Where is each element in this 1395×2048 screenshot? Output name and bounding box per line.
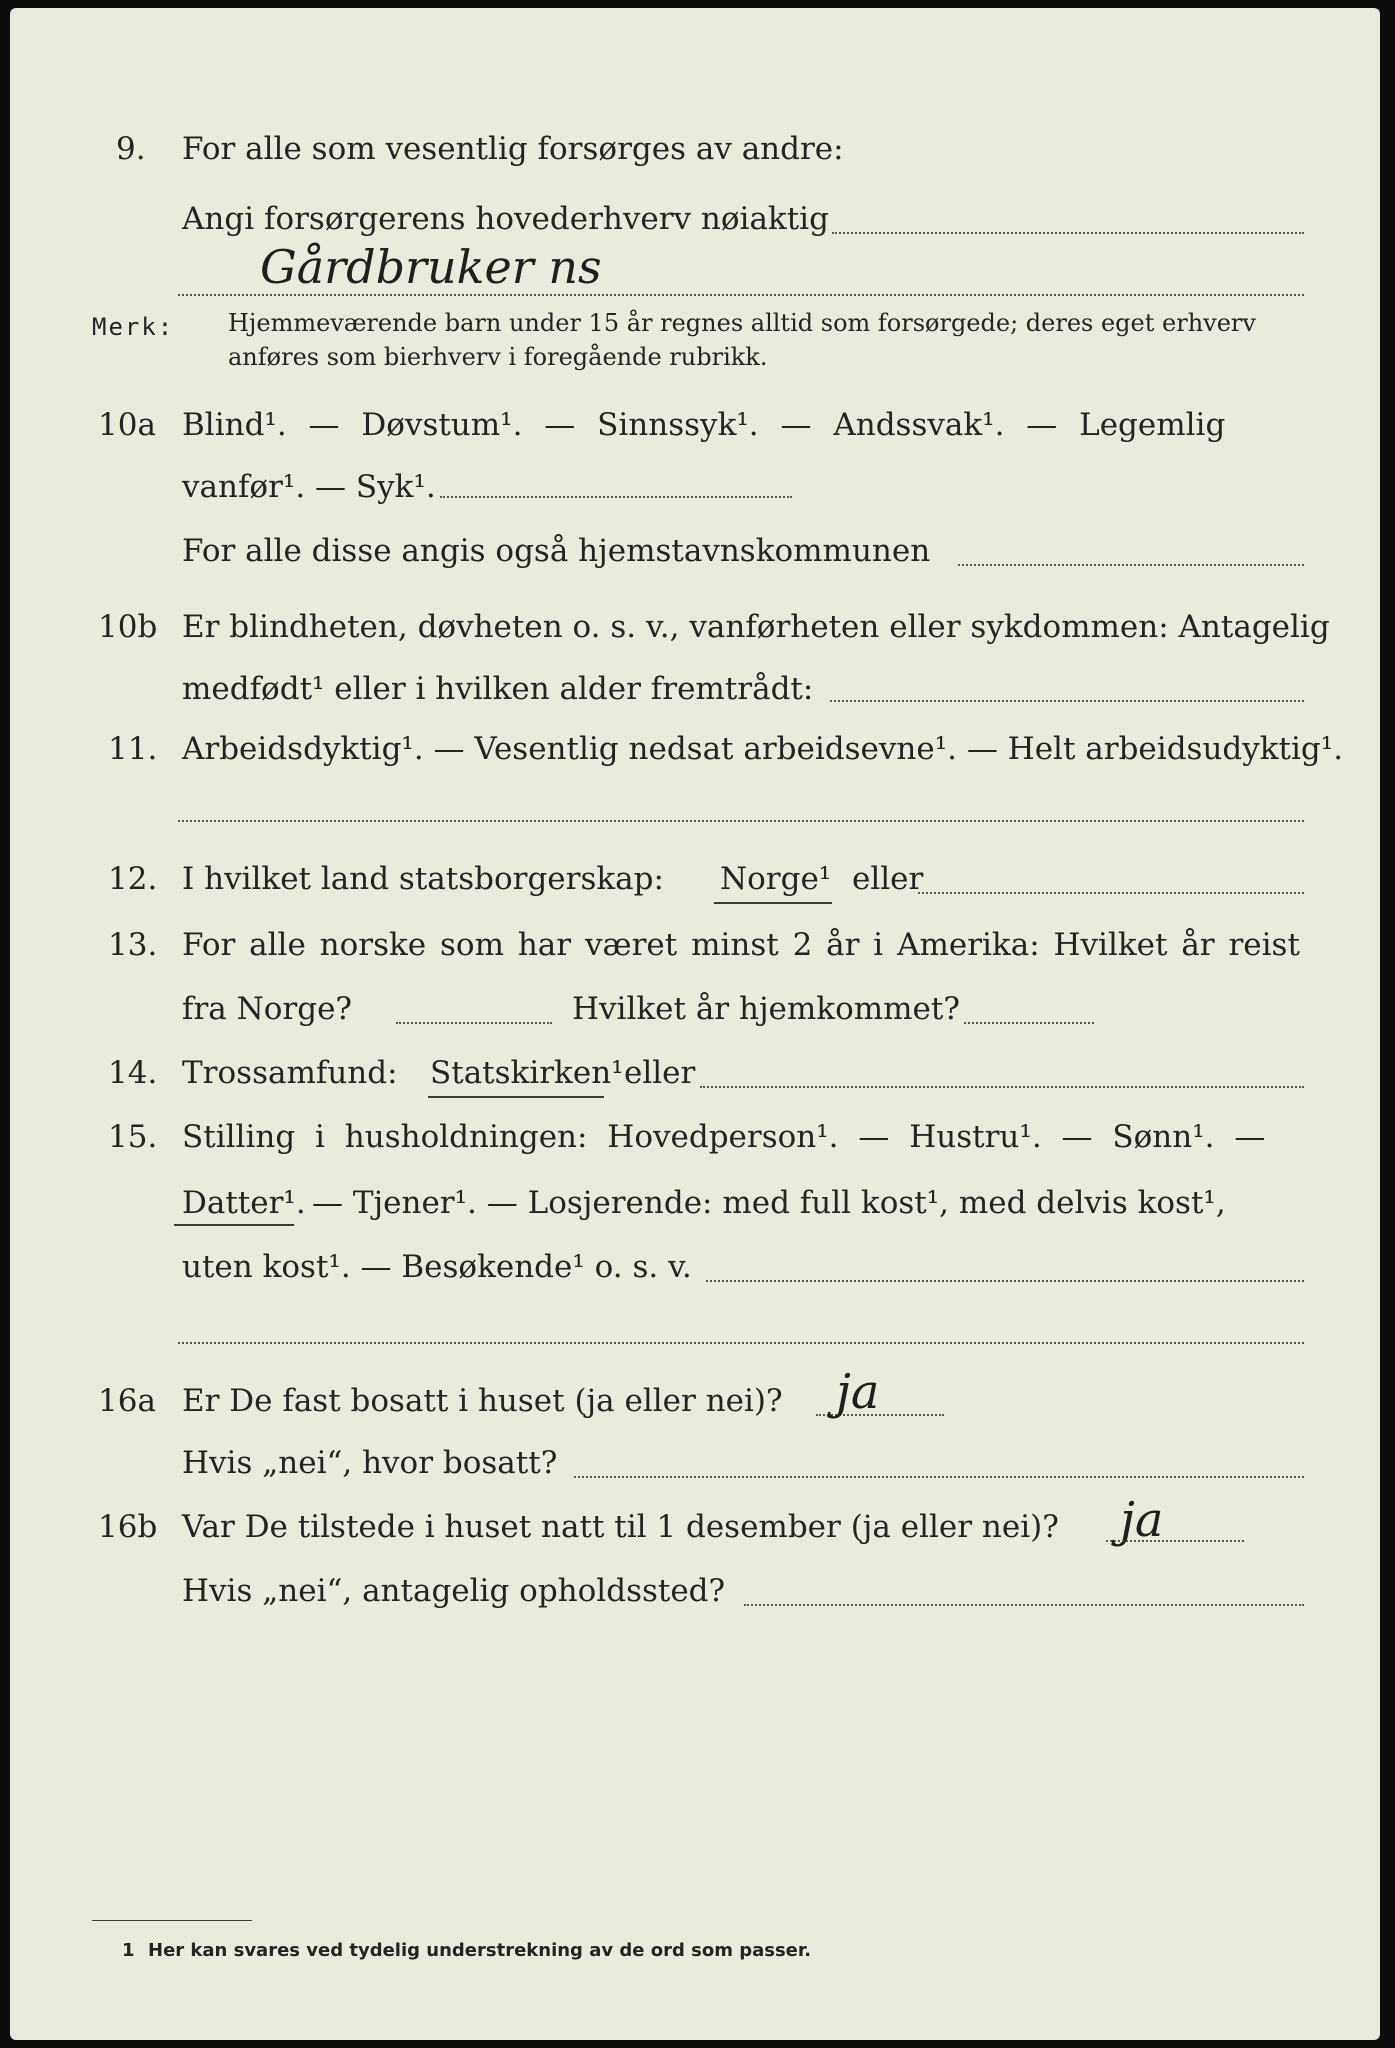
q15-option-datter: Datter¹.: [182, 1185, 306, 1221]
q16b-line2: Hvis „nei“, antagelig opholdssted?: [182, 1573, 726, 1609]
q10a-answer-line: [440, 496, 792, 498]
census-form-page: [10, 8, 1380, 2040]
q11-line1: Arbeidsdyktig¹. — Vesentlig nedsat arbeidsevne¹. — Helt arbeidsudyktig¹.: [182, 731, 1344, 767]
q16a-answer: ja: [836, 1364, 880, 1420]
q13-line2a: fra Norge?: [182, 991, 353, 1027]
q14-number: 14.: [108, 1055, 158, 1091]
q10a-line2: vanfør¹. — Syk¹.: [182, 469, 436, 505]
q16a-line1: Er De fast bosatt i huset (ja eller nei)?: [182, 1383, 783, 1419]
q16a-number: 16a: [98, 1383, 156, 1419]
q15-number: 15.: [108, 1119, 158, 1155]
q10a-number: 10a: [98, 407, 156, 443]
q15-line3: uten kost¹. — Besøkende¹ o. s. v.: [182, 1249, 692, 1285]
footnote-mark: 1: [122, 1940, 135, 1961]
q11-answer-line: [178, 820, 1304, 822]
footnote-rule: [92, 1920, 252, 1921]
q16a-line2: Hvis „nei“, hvor bosatt?: [182, 1445, 558, 1481]
q9-number: 9.: [116, 131, 146, 167]
q11-number: 11.: [108, 731, 158, 767]
q9-line2: Angi forsørgerens hovederhverv nøiaktig: [182, 201, 829, 237]
q13-line1: For alle norske som har været minst 2 år i Amerika: Hvilket år reist: [182, 927, 1300, 963]
q10b-answer-line: [830, 700, 1304, 702]
q10b-number: 10b: [98, 609, 158, 645]
q12-norge-underline: [714, 902, 832, 904]
q15-answer-line-1: [706, 1280, 1304, 1282]
merk-line2: anføres som bierhverv i foregående rubrikk.: [228, 343, 768, 371]
q12-prefix: I hvilket land statsborgerskap:: [182, 861, 664, 897]
q14-answer-line: [700, 1086, 1304, 1088]
q16b-answer-line: [1106, 1540, 1244, 1542]
q15-line1: Stilling i husholdningen: Hovedperson¹. — Hustru¹. — Sønn¹. —: [182, 1119, 1266, 1155]
q16b-line1: Var De tilstede i huset natt til 1 desember (ja eller nei)?: [182, 1509, 1059, 1545]
q10b-line1: Er blindheten, døvheten o. s. v., vanførheten eller sykdommen: Antagelig: [182, 609, 1330, 645]
q14-prefix: Trossamfund:: [182, 1055, 398, 1091]
merk-label: Merk:: [92, 313, 175, 341]
q14-option-statskirken: Statskirken¹: [430, 1055, 624, 1091]
q16b-number: 16b: [98, 1509, 158, 1545]
q12-number: 12.: [108, 861, 158, 897]
q10a-hometown-line: [958, 564, 1304, 566]
q13-year-left-line: [396, 1022, 552, 1024]
q16a-residence-line: [574, 1476, 1304, 1478]
q15-line2-rest: — Tjener¹. — Losjerende: med full kost¹, med delvis kost¹,: [312, 1185, 1226, 1221]
q9-line1: For alle som vesentlig forsørges av andre:: [182, 131, 844, 167]
q14-suffix: eller: [624, 1055, 696, 1091]
footnote-text: Her kan svares ved tydelig understrekning av de ord som passer.: [148, 1940, 812, 1961]
q16b-answer: ja: [1120, 1492, 1164, 1548]
q14-statskirken-underline: [428, 1096, 604, 1098]
q9-answer: Gårdbruker ns: [260, 240, 602, 294]
q10a-line3: For alle disse angis også hjemstavnskommunen: [182, 533, 931, 569]
q12-option-norge: Norge¹: [720, 861, 832, 897]
merk-line1: Hjemmeværende barn under 15 år regnes alltid som forsørgede; deres eget erhverv: [228, 309, 1256, 337]
q15-answer-line-2: [178, 1342, 1304, 1344]
q12-suffix: eller: [852, 861, 924, 897]
q13-line2b: Hvilket år hjemkommet?: [572, 991, 960, 1027]
q9-answer-line-1: [832, 232, 1304, 234]
q10b-line2: medfødt¹ eller i hvilken alder fremtrådt:: [182, 671, 814, 707]
q9-answer-line-2: [178, 294, 1304, 296]
q13-number: 13.: [108, 927, 158, 963]
q15-datter-underline: [174, 1224, 294, 1226]
q10a-line1: Blind¹. — Døvstum¹. — Sinnssyk¹. — Andssvak¹. — Legemlig: [182, 407, 1226, 443]
q16b-residence-line: [744, 1604, 1304, 1606]
q13-year-returned-line: [964, 1022, 1094, 1024]
q12-answer-line: [918, 892, 1304, 894]
